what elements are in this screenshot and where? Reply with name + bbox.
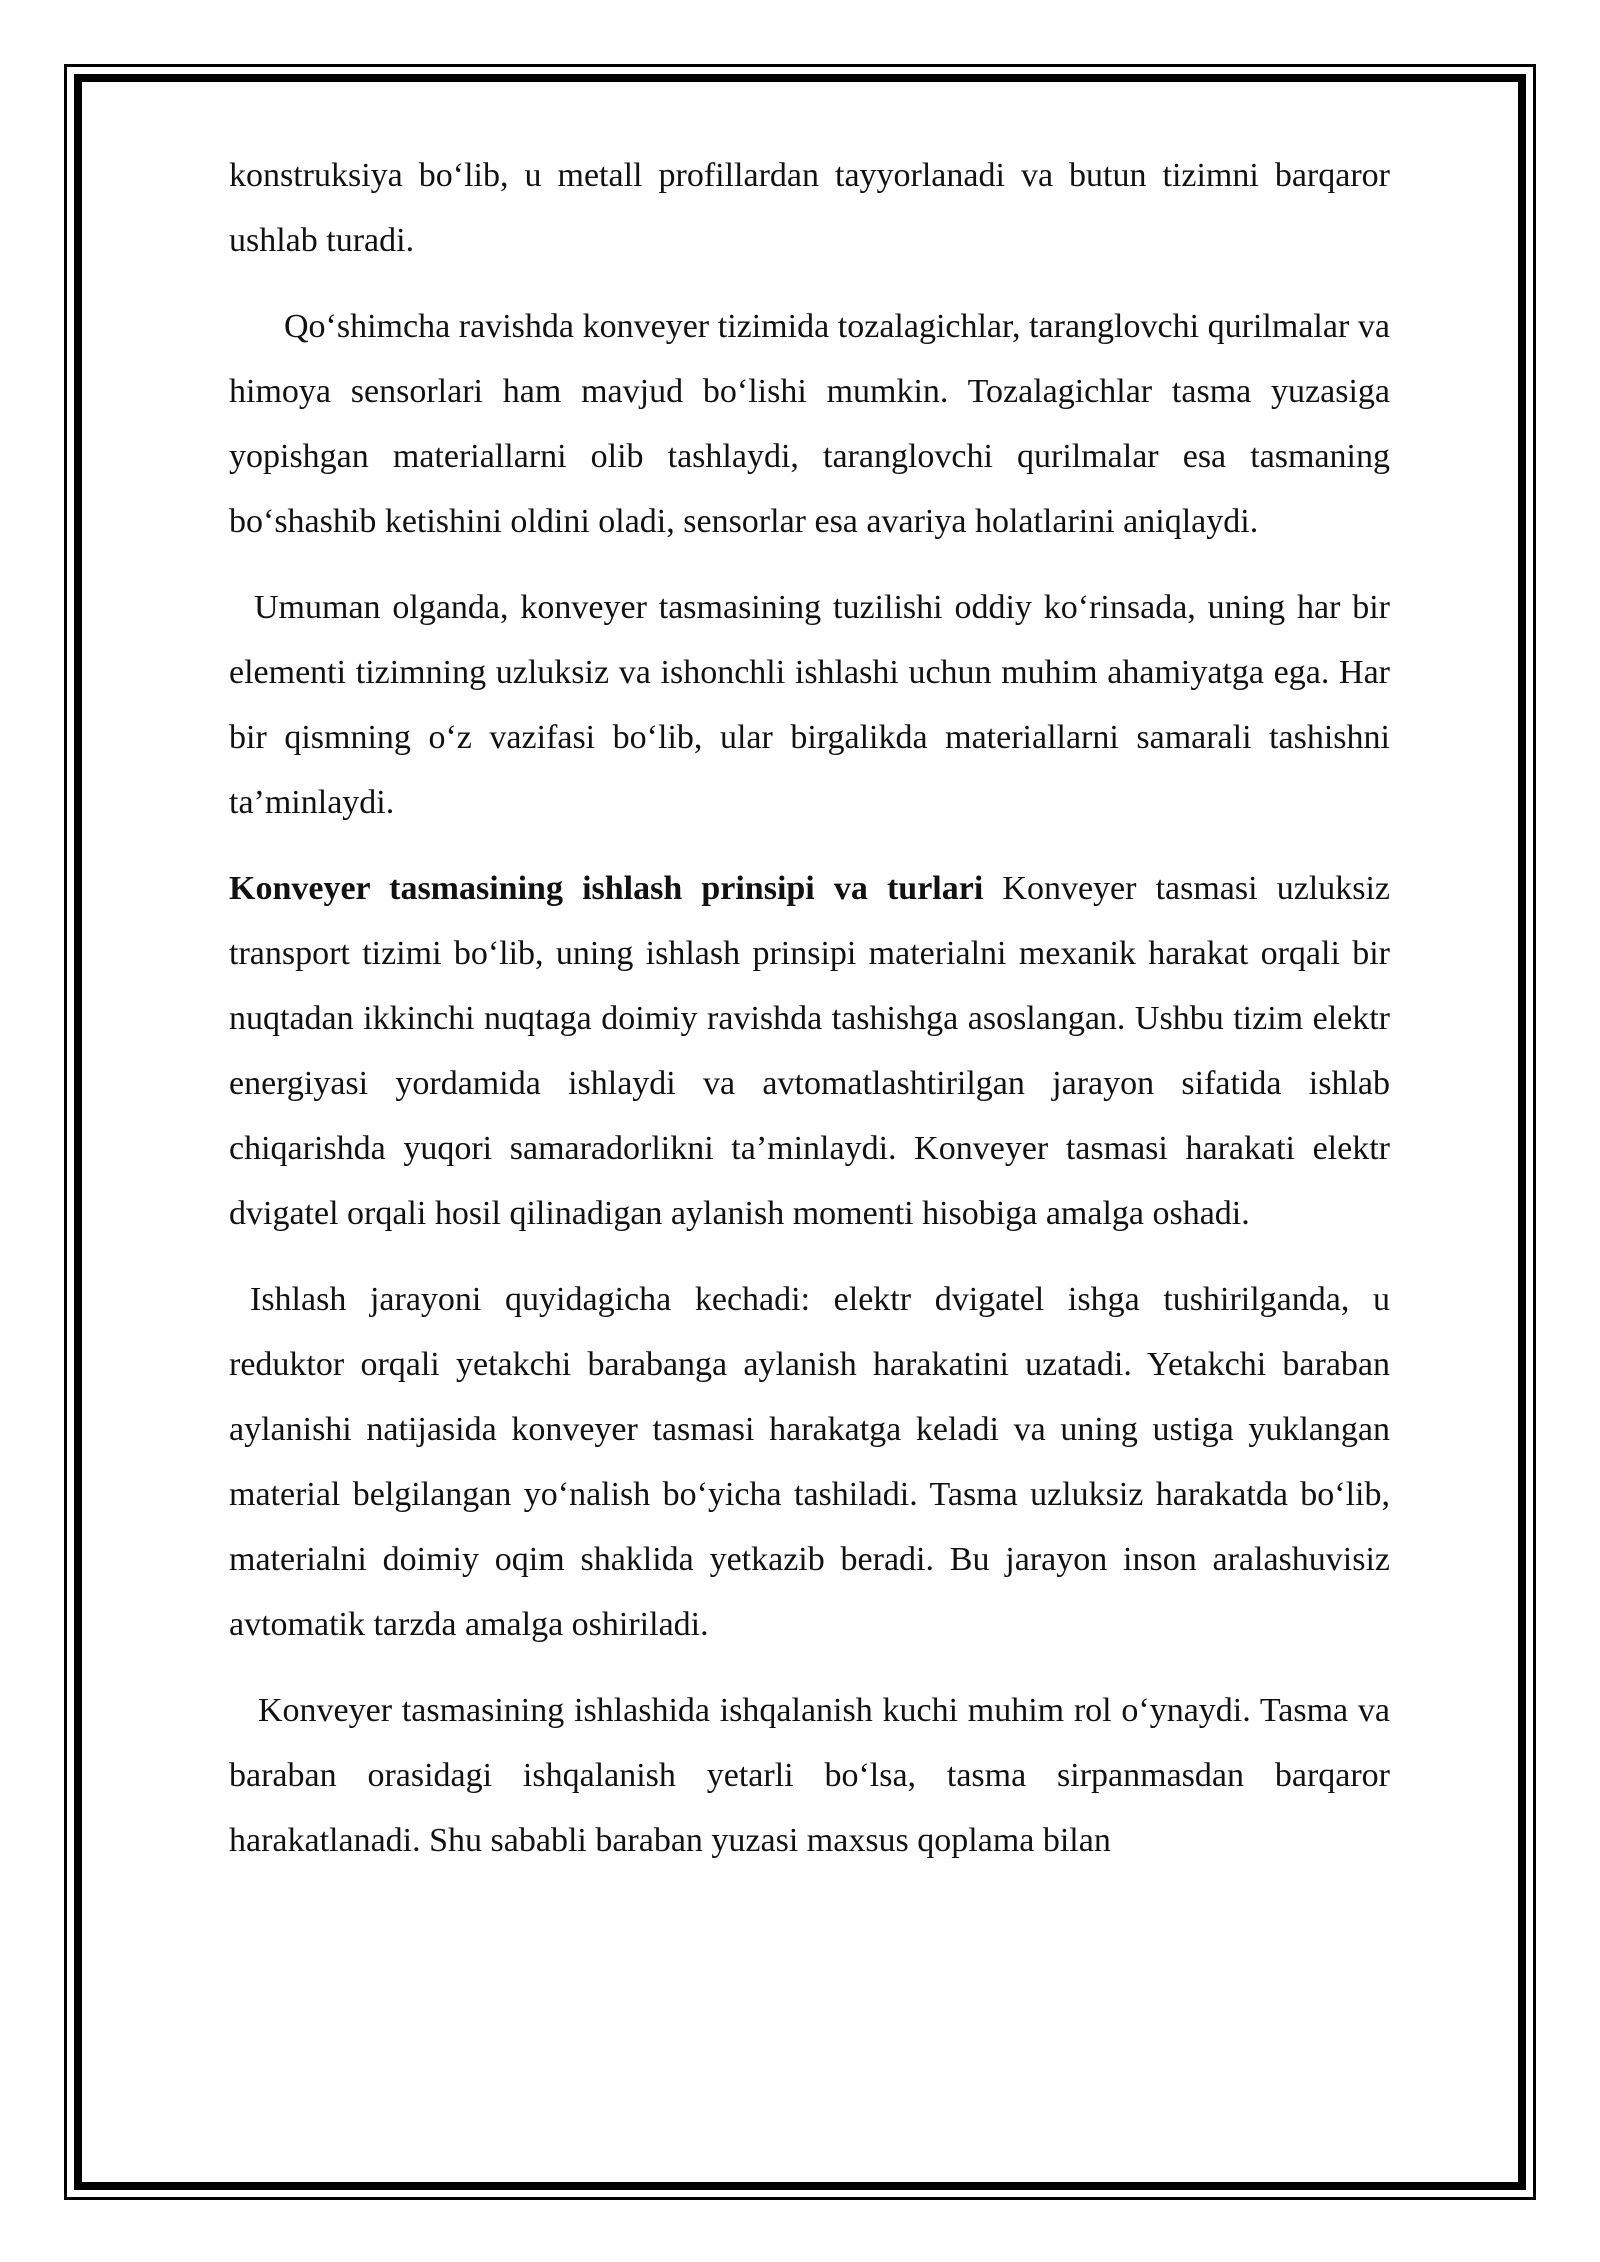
paragraph-continuation: konstruksiya bo‘lib, u metall profillardan tayyorlanadi va butun tizimni barqaror ushlab turadi. [229, 157, 1390, 259]
document-body [229, 143, 1390, 1894]
paragraph-summary: Umuman olganda, konveyer tasmasining tuzilishi oddiy ko‘rinsada, uning har bir elementi tizimning uzluksiz va ishonchli ishlashi uchun muhim ahamiyatga ega. Har bir qismning o‘z vazifasi bo‘lib, ular birgalikda materiallarni samarali tashishni ta’minlaydi. [229, 589, 1390, 821]
paragraph-process: Ishlash jarayoni quyidagicha kechadi: elektr dvigatel ishga tushirilganda, u reduktor orqali yetakchi barabanga aylanish harakatini uzatadi. Yetakchi baraban aylanishi natijasida konveyer tasmasi harakatga keladi va uning ustiga yuklangan material belgilangan yo‘nalish bo‘yicha tashiladi. Tasma uzluksiz harakatda bo‘lib, materialni doimiy oqim shaklida yetkazib beradi. Bu jarayon inson aralashuvisiz avtomatik tarzda amalga oshiriladi. [229, 1281, 1390, 1643]
section-text: Konveyer tasmasi uzluksiz transport tizimi bo‘lib, uning ishlash prinsipi materialni mexanik harakat orqali bir nuqtadan ikkinchi nuqtaga doimiy ravishda tashishga asoslangan. Ushbu tizim elektr energiyasi yordamida ishlaydi va avtomatlashtirilgan jarayon sifatida ishlab chiqarishda yuqori samaradorlikni ta’minlaydi. Konveyer tasmasi harakati elektr dvigatel orqali hosil qilinadigan aylanish momenti hisobiga amalga oshadi. [229, 870, 1390, 1232]
paragraph-principle [229, 856, 1390, 1246]
paragraph-friction: Konveyer tasmasining ishlashida ishqalanish kuchi muhim rol o‘ynaydi. Tasma va baraban orasidagi ishqalanish yetarli bo‘lsa, tasma sirpanmasdan barqaror harakatlanadi. Shu sababli baraban yuzasi maxsus qoplama bilan [229, 1692, 1390, 1859]
paragraph-cleaners-sensors: Qo‘shimcha ravishda konveyer tizimida tozalagichlar, taranglovchi qurilmalar va himoya sensorlari ham mavjud bo‘lishi mumkin. Tozalagichlar tasma yuzasiga yopishgan materiallarni olib tashlaydi, taranglovchi qurilmalar esa tasmaning bo‘shashib ketishini oldini oladi, sensorlar esa avariya holatlarini aniqlaydi. [229, 308, 1390, 540]
section-heading: Konveyer tasmasining ishlash prinsipi va turlari [229, 870, 984, 907]
